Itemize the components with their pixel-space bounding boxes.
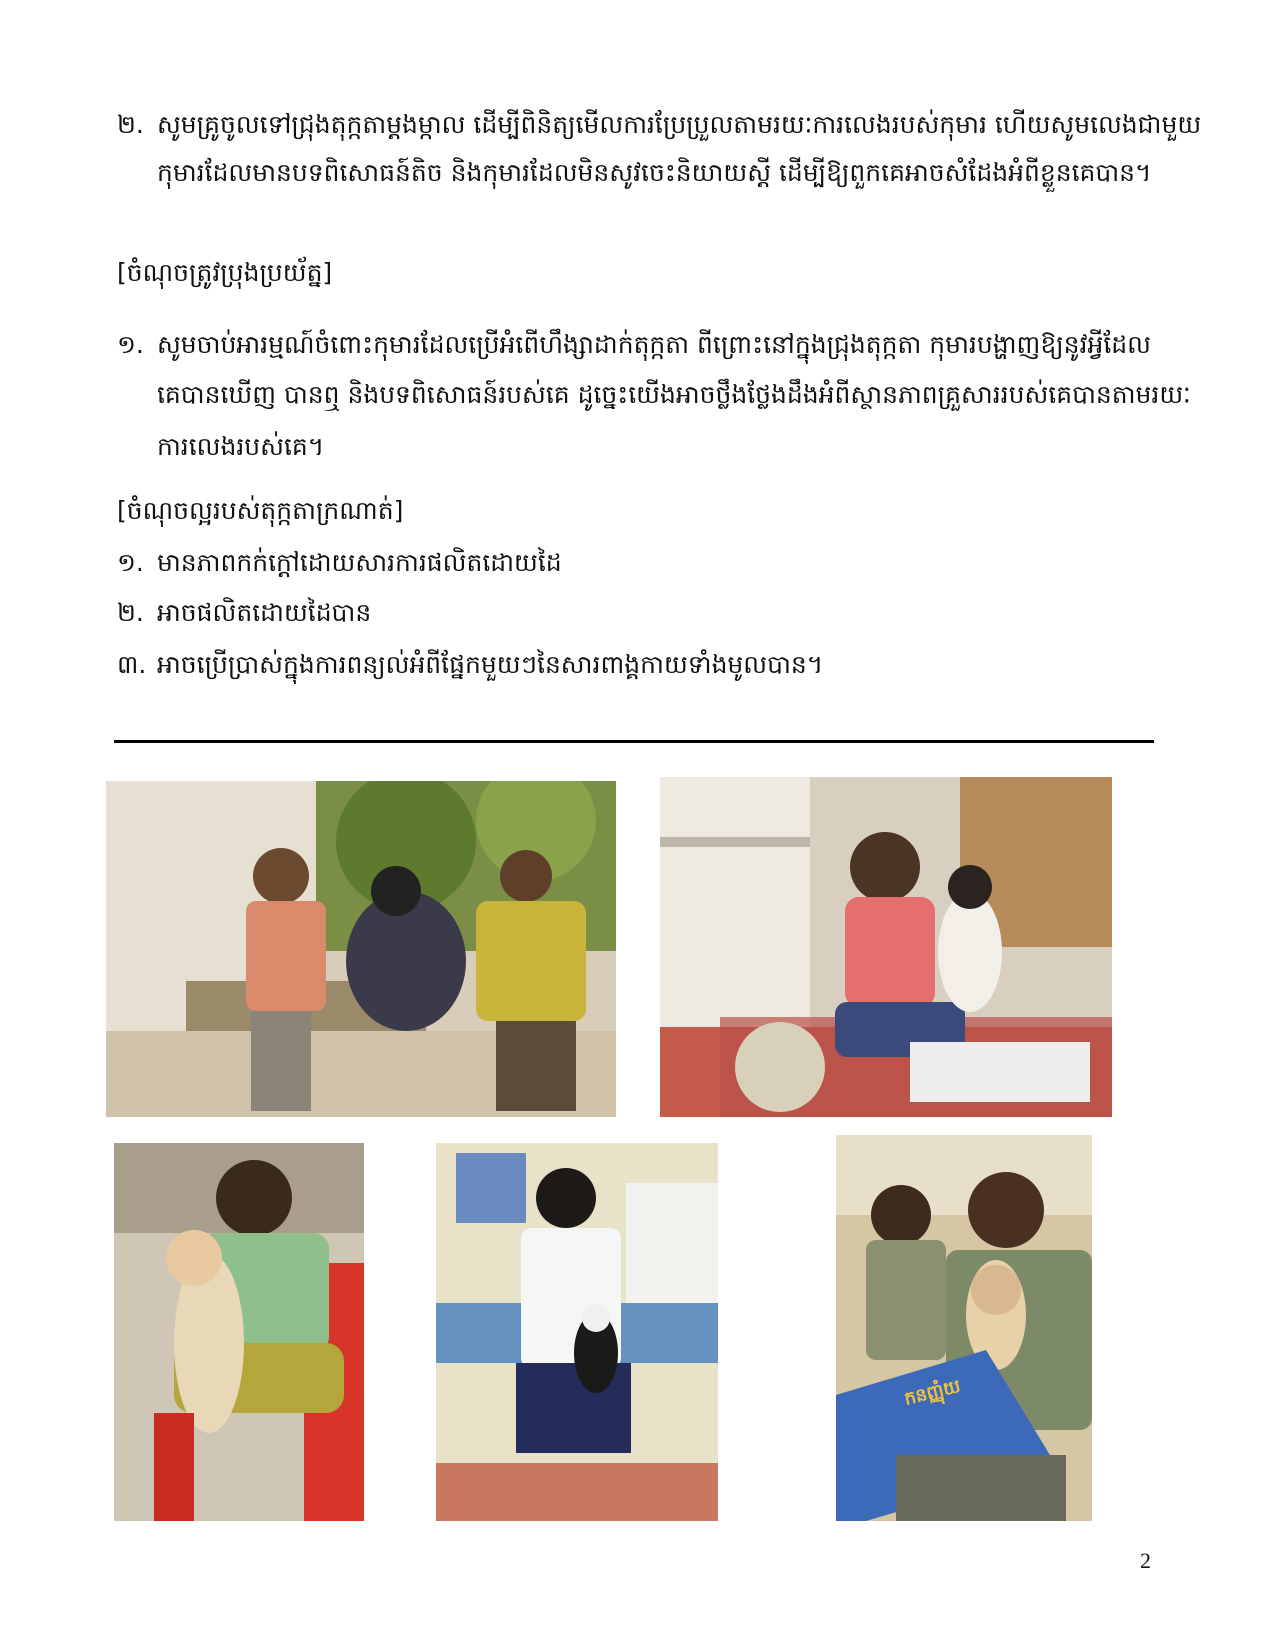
item-number: ៣. [117, 650, 147, 679]
item-number: ២. [117, 598, 144, 627]
photo-girl-with-doll-on-rug [660, 777, 1112, 1117]
item-number: ១. [117, 548, 144, 577]
paragraph-line-2: កុមារដែលមានបទពិសោធន៍តិច និងកុមារដែលមិនសូវចេះនិយាយស្តី ដើម្បីឱ្យពួកគេអាចសំដែងអំពីខ្លួនគេបាន។ [157, 158, 1152, 187]
photo-girl-green-shirt-with-doll [114, 1143, 364, 1521]
strengths-heading: [ចំណុចល្អរបស់តុក្កតាក្រណាត់] [117, 496, 404, 525]
horizontal-divider [114, 740, 1154, 743]
list-item [117, 598, 371, 634]
paragraph-line-3: ការលេងរបស់គេ។ [157, 432, 325, 461]
paragraph-line-1: សូមចាប់អារម្មណ៍ចំពោះកុមារដែលប្រើអំពើហឹង្សាដាក់តុក្កតា ពីព្រោះនៅក្នុងជ្រុងតុក្កតា កុមារបង្ហាញឱ្យនូវអ្វីដែល [157, 330, 1151, 359]
paragraph-line-1: សូមគ្រូចូលទៅជ្រុងតុក្កតាម្តងម្កាល ដើម្បីពិនិត្យមើលការប្រែប្រួលតាមរយៈការលេងរបស់កុមារ ហើយសូមលេងជាមួយ [157, 110, 1202, 139]
book-title-text: កនញ្ញុំយ [902, 1375, 963, 1410]
photo-girl-uniform-with-doll [436, 1143, 718, 1521]
page-number: 2 [1140, 1548, 1151, 1573]
list-item-text: មានភាពកក់ក្តៅដោយសារការផលិតដោយដៃ [157, 548, 562, 577]
paragraph-line-2: គេបានឃើញ បានឮ និងបទពិសោធន៍របស់គេ ដូច្នេះយើងអាចថ្លឹងថ្លែងដឹងអំពីស្ថានភាពគ្រួសាររបស់គេបានតាមរយៈ [157, 380, 1191, 409]
photo-boys-reading-book [836, 1135, 1092, 1521]
list-item [117, 548, 562, 584]
item-number: ២. [117, 110, 144, 139]
list-item [117, 650, 823, 686]
list-item-text: អាចផលិតដោយដៃបាន [157, 598, 372, 627]
photo-boys-playing-with-doll [106, 781, 616, 1117]
item-number: ១. [117, 330, 144, 359]
list-item-text: អាចប្រើប្រាស់ក្នុងការពន្យល់អំពីផ្នែកមួយៗនៃសារពាង្គកាយទាំងមូលបាន។ [157, 650, 824, 679]
caution-heading: [ចំណុចត្រូវប្រុងប្រយ័ត្ន] [117, 258, 333, 287]
